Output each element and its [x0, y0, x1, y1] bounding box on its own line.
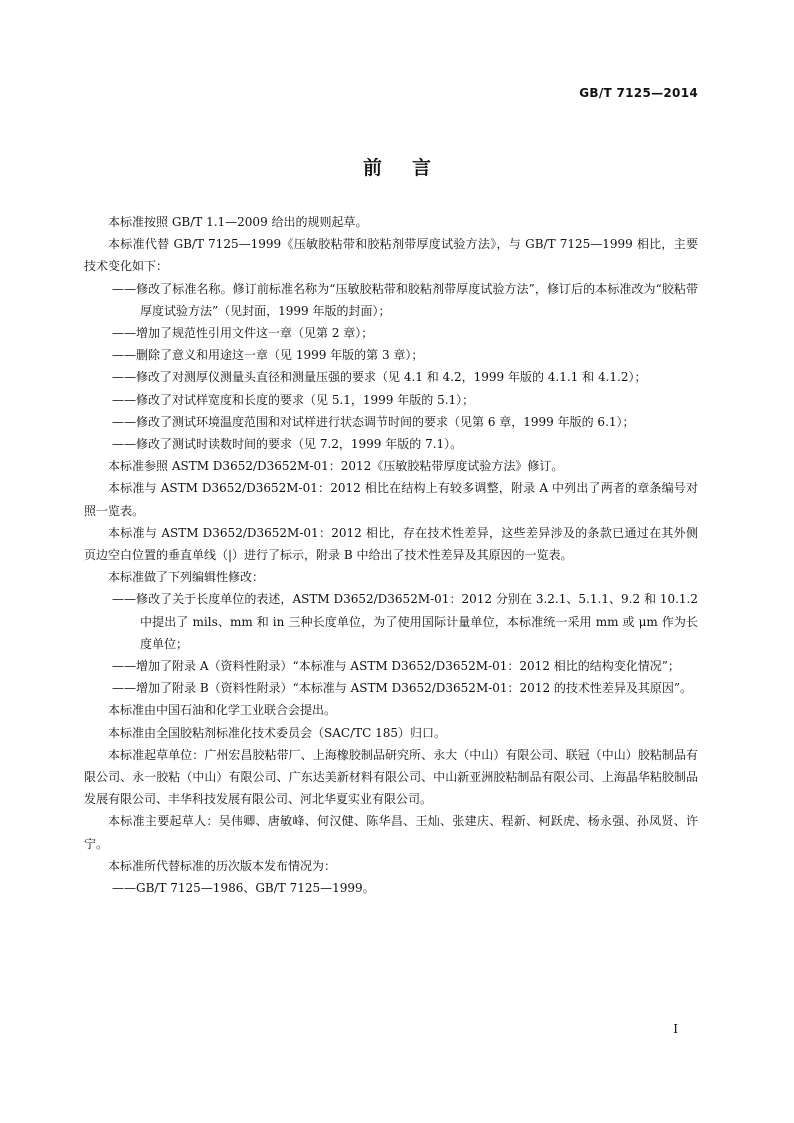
list-item: ——修改了关于长度单位的表述，ASTM D3652/D3652M-01：2012 分别在 3.2.1、5.1.1、9.2 和 10.1.2中提出了 mils、mm 和 in 三种长度单位，为了使用国际计量单位，本标准统一采用 mm 或 μm 作为长度单位； [112, 592, 698, 651]
body-content [84, 211, 698, 899]
paragraph: 本标准做了下列编辑性修改： [108, 570, 265, 585]
list-item: ——增加了附录 A（资料性附录）“本标准与 ASTM D3652/D3652M-01：2012 相比的结构变化情况”； [112, 659, 680, 674]
standard-code: GB/T 7125—2014 [579, 86, 698, 100]
paragraph: 本标准按照 GB/T 1.1—2009 给出的规则起草。 [108, 215, 368, 229]
list-item: ——增加了规范性引用文件这一章（见第 2 章）； [112, 326, 374, 341]
paragraph: 本标准与 ASTM D3652/D3652M-01：2012 相比，存在技术性差异，这些差异涉及的条款已通过在其外侧页边空白位置的垂直单线（|）进行了标示，附录 B 中给出了技术性差异及其原因的一览表。 [84, 525, 698, 563]
paragraph: 本标准起草单位：广州宏昌胶粘带厂、上海橡胶制品研究所、永大（中山）有限公司、联冠（中山）胶粘制品有限公司、永一胶粘（中山）有限公司、广东达美新材料有限公司、中山新亚洲胶粘制品有限公司、上海晶华粘胶制品发展有限公司、丰华科技发展有限公司、河北华夏实业有限公司。 [84, 747, 698, 807]
paragraph: 本标准由中国石油和化学工业联合会提出。 [108, 703, 337, 718]
paragraph: 本标准参照 ASTM D3652/D3652M-01：2012《压敏胶粘带厚度试验方法》修订。 [108, 459, 564, 474]
paragraph: 本标准代替 GB/T 7125—1999《压敏胶粘带和胶粘剂带厚度试验方法》，与 GB/T 7125—1999 相比，主要技术变化如下： [84, 237, 698, 274]
paragraph: 本标准所代替标准的历次版本发布情况为： [108, 858, 337, 873]
list-item: ——修改了测试时读数时间的要求（见 7.2，1999 年版的 7.1）。 [112, 437, 463, 452]
paragraph: 本标准与 ASTM D3652/D3652M-01：2012 相比在结构上有较多调整，附录 A 中列出了两者的章条编号对照一览表。 [84, 481, 698, 518]
paragraph: 本标准由全国胶粘剂标准化技术委员会（SAC/TC 185）归口。 [108, 725, 447, 740]
list-item: ——增加了附录 B（资料性附录）“本标准与 ASTM D3652/D3652M-01：2012 的技术性差异及其原因”。 [112, 681, 693, 696]
list-item: ——修改了测试环境温度范围和对试样进行状态调节时间的要求（见第 6 章，1999 年版的 6.1）； [112, 414, 635, 429]
list-item: ——修改了对试样宽度和长度的要求（见 5.1，1999 年版的 5.1）； [112, 392, 475, 407]
list-item: ——修改了标准名称。修订前标准名称为“压敏胶粘带和胶粘剂带厚度试验方法”，修订后的本标准改为“胶粘带厚度试验方法”（见封面，1999 年版的封面）； [112, 281, 698, 318]
list-item: ——GB/T 7125—1986、GB/T 7125—1999。 [112, 881, 375, 896]
page-number: I [673, 1022, 678, 1036]
list-item: ——删除了意义和用途这一章（见 1999 年版的第 3 章）； [112, 348, 424, 363]
page-title: 前言 [362, 157, 461, 179]
paragraph: 本标准主要起草人：吴伟卿、唐敏峰、何汉健、陈华昌、王灿、张建庆、程新、柯跃虎、杨永强、孙凤贤、许宁。 [84, 814, 698, 851]
list-item: ——修改了对测厚仪测量头直径和测量压强的要求（见 4.1 和 4.2，1999 年版的 4.1.1 和 4.1.2）； [112, 370, 647, 385]
